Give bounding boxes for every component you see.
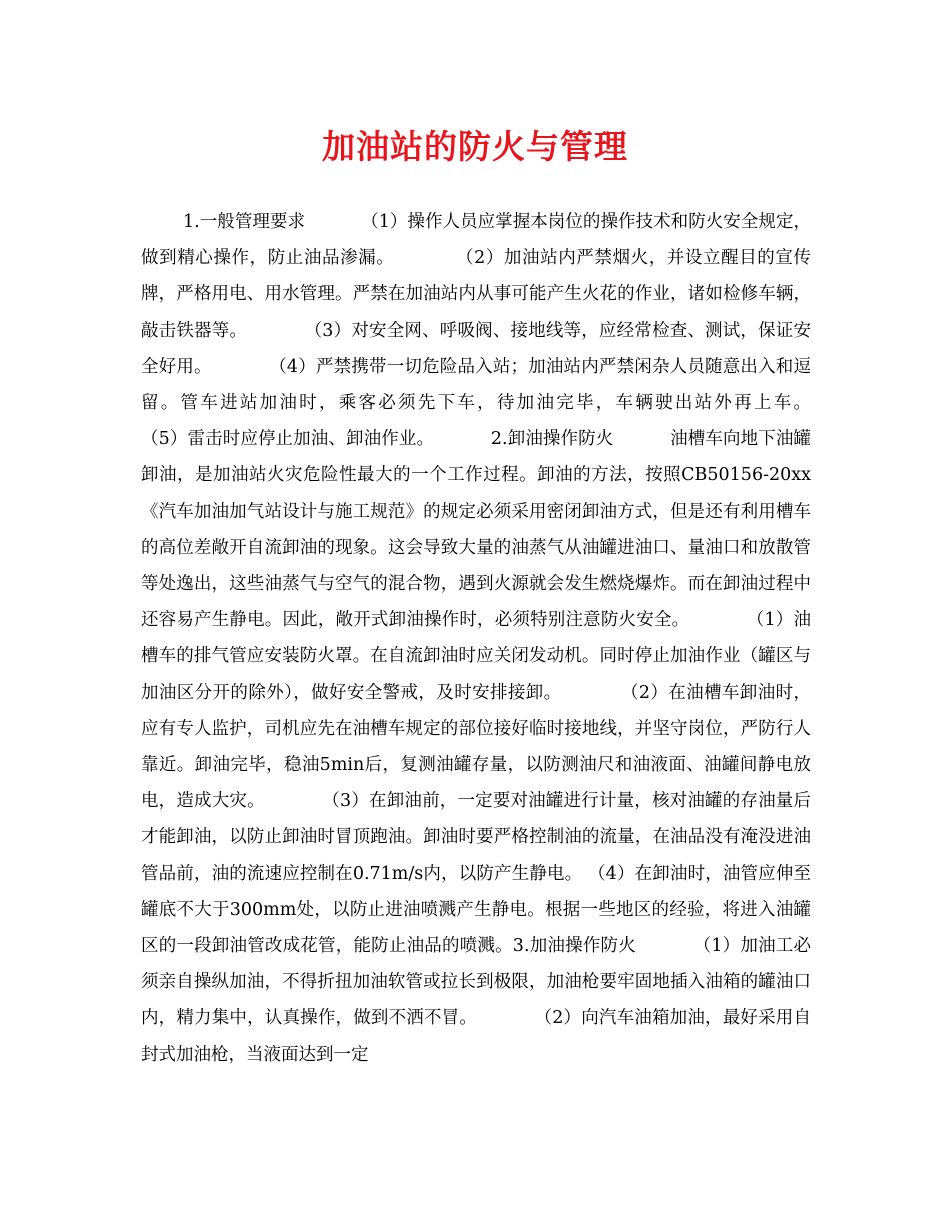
document-title: 加油站的防火与管理 [322, 127, 628, 166]
document-body: 1.一般管理要求 （1）操作人员应掌握本岗位的操作技术和防火安全规定，做到精心操作，防止油品渗漏。 （2）加油站内严禁烟火，并设立醒目的宣传牌，严格用电、用水管理。严禁在加油站内从事可能产生火花的作业，诸如检修车辆，敲击铁器等。 （3）对安全网、呼吸阀、接地线等，应经常检查、测试，保证安全好用。 （4）严禁携带一切危险品入站；加油站内严禁闲杂人员随意出入和逗留。管车进站加油时，乘客必须先下车，待加油完毕，车辆驶出站外再上车。 （5）雷击时应停止加油、卸油作业。 2.卸油操作防火 油槽车向地下油罐卸油，是加油站火灾危险性最大的一个工作过程。卸油的方法，按照CB50156-20xx《汽车加油加气站设计与施工规范》的规定必须采用密闭卸油方式，但是还有利用槽车的高位差敞开自流卸油的现象。这会导致大量的油蒸气从油罐进油口、量油口和放散管等处逸出，这些油蒸气与空气的混合物，遇到火源就会发生燃烧爆炸。而在卸油过程中还容易产生静电。因此，敞开式卸油操作时，必须特别注意防火安全。 （1）油槽车的排气管应安装防火罩。在自流卸油时应关闭发动机。同时停止加油作业（罐区与加油区分开的除外），做好安全警戒，及时安排接卸。 （2）在油槽车卸油时，应有专人监护，司机应先在油槽车规定的部位接好临时接地线，并坚守岗位，严防行人靠近。卸油完毕，稳油5min后，复测油罐存量，以防测油尺和油液面、油罐间静电放电，造成大灾。 （3）在卸油前，一定要对油罐进行计量，核对油罐的存油量后才能卸油，以防止卸油时冒顶跑油。卸油时要严格控制油的流量，在油品没有淹没进油管品前，油的流速应控制在0.71m/s内，以防产生静电。 （4）在卸油时，油管应伸至罐底不大于300mm处，以防止进油喷溅产生静电。根据一些地区的经验，将进入油罐区的一段卸油管改成花管，能防止油品的喷溅。3.加油操作防火 （1）加油工必须亲自操纵加油，不得折扭加油软管或拉长到极限，加油枪要牢固地插入油箱的罐油口内，精力集中，认真操作，做到不洒不冒。 （2）向汽车油箱加油，最好采用自封式加油枪，当液面达到一定 [141, 212, 867, 1065]
